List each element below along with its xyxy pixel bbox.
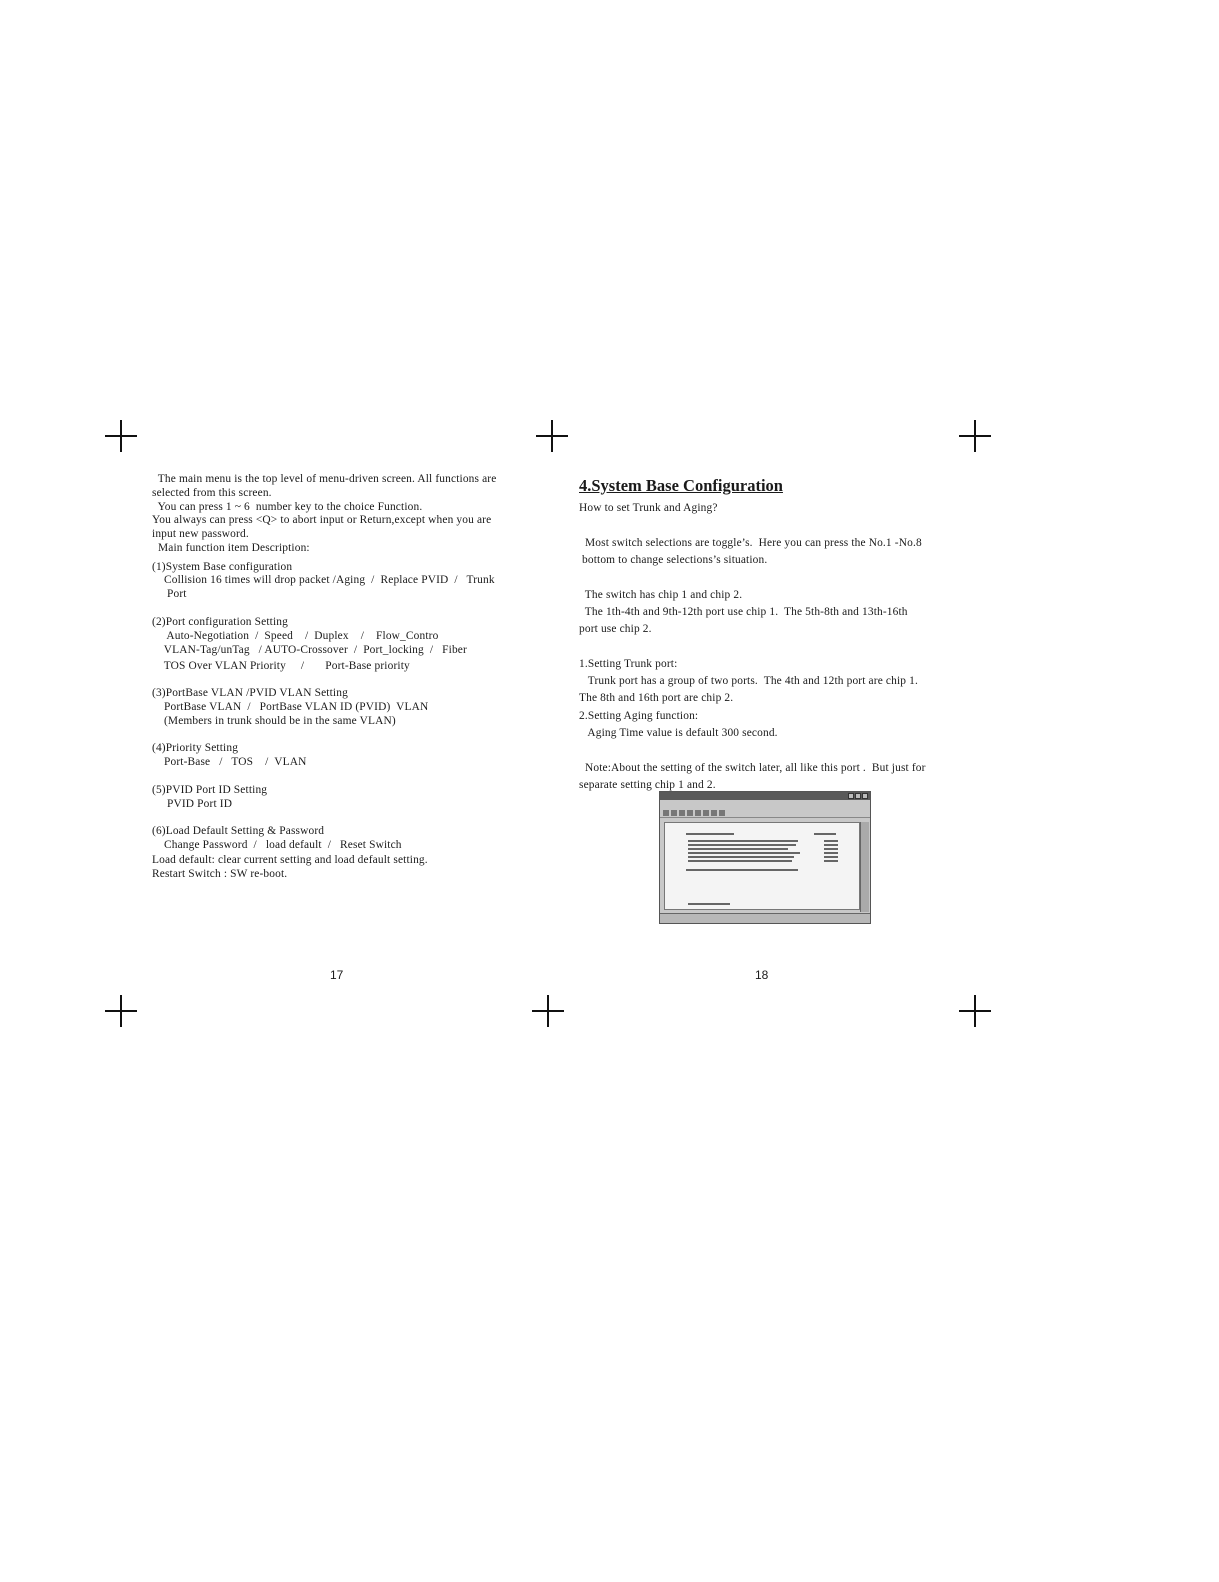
- section-4-title: (4)Priority Setting: [152, 742, 239, 754]
- section-6-title: (6)Load Default Setting & Password: [152, 825, 325, 837]
- body-line: Most switch selections are toggle’s. Here you can press the No.1 -No.8: [579, 537, 922, 549]
- terminal-text-pattern-icon: [684, 831, 860, 910]
- intro-line: selected from this screen.: [152, 487, 272, 499]
- section-1-title: (1)System Base configuration: [152, 561, 293, 573]
- intro-line: You can press 1 ~ 6 number key to the choice Function.: [152, 501, 423, 513]
- screenshot-status-bar: [660, 913, 870, 923]
- section-6-line: Change Password / load default / Reset Switch: [152, 839, 402, 851]
- screenshot-scrollbar: [860, 822, 869, 912]
- section-2-line: VLAN-Tag/unTag / AUTO-Crossover / Port_locking / Fiber: [152, 644, 467, 656]
- body-line: The 8th and 16th port are chip 2.: [579, 692, 734, 704]
- section-6-line: Restart Switch : SW re-boot.: [152, 868, 288, 880]
- body-line: 2.Setting Aging function:: [579, 710, 699, 722]
- section-1-line: Collision 16 times will drop packet /Aging / Replace PVID / Trunk: [152, 574, 495, 586]
- section-3-line: PortBase VLAN / PortBase VLAN ID (PVID) VLAN: [152, 701, 429, 713]
- page-number-right: 18: [755, 968, 769, 982]
- screenshot-title-bar: [660, 792, 870, 800]
- section-6-line: Load default: clear current setting and load default setting.: [152, 854, 428, 866]
- section-4-line: Port-Base / TOS / VLAN: [152, 756, 307, 768]
- body-line: separate setting chip 1 and 2.: [579, 779, 716, 791]
- section-3-line: (Members in trunk should be in the same VLAN): [152, 715, 396, 727]
- intro-line: The main menu is the top level of menu-driven screen. All functions are: [152, 473, 497, 485]
- crop-mark-bottom-center: [532, 995, 564, 1027]
- intro-line: Main function item Description:: [152, 542, 310, 554]
- body-line: How to set Trunk and Aging?: [579, 502, 718, 514]
- body-line: The 1th-4th and 9th-12th port use chip 1. The 5th-8th and 13th-16th: [579, 606, 908, 618]
- screenshot-terminal-area: [664, 822, 860, 910]
- page-heading: 4.System Base Configuration: [579, 476, 783, 495]
- section-5-title: (5)PVID Port ID Setting: [152, 784, 268, 796]
- crop-mark-bottom-left: [105, 995, 137, 1027]
- body-line: Trunk port has a group of two ports. The 4th and 12th port are chip 1.: [579, 675, 918, 687]
- section-3-title: (3)PortBase VLAN /PVID VLAN Setting: [152, 687, 348, 699]
- window-buttons-icon: [848, 793, 868, 799]
- body-line: bottom to change selections’s situation.: [579, 554, 768, 566]
- body-line: port use chip 2.: [579, 623, 652, 635]
- body-line: Note:About the setting of the switch later, all like this port . But just for: [579, 762, 926, 774]
- intro-line: input new password.: [152, 528, 249, 540]
- crop-mark-top-right: [959, 420, 991, 452]
- body-line: The switch has chip 1 and chip 2.: [579, 589, 743, 601]
- crop-mark-top-center: [536, 420, 568, 452]
- page-number-left: 17: [330, 968, 344, 982]
- screenshot-menu-bar: [660, 800, 870, 808]
- section-5-line: PVID Port ID: [152, 798, 233, 810]
- screenshot-toolbar: [660, 808, 870, 818]
- section-2-line: Auto-Negotiation / Speed / Duplex / Flow_Contro: [152, 630, 439, 642]
- terminal-screenshot-image: [659, 791, 871, 924]
- body-line: Aging Time value is default 300 second.: [579, 727, 778, 739]
- section-2-title: (2)Port configuration Setting: [152, 616, 288, 628]
- section-2-line: TOS Over VLAN Priority / Port-Base priority: [152, 660, 410, 672]
- intro-line: You always can press <Q> to abort input or Return,except when you are: [152, 514, 492, 526]
- section-1-line: Port: [152, 588, 187, 600]
- body-line: 1.Setting Trunk port:: [579, 658, 678, 670]
- crop-mark-top-left: [105, 420, 137, 452]
- crop-mark-bottom-right: [959, 995, 991, 1027]
